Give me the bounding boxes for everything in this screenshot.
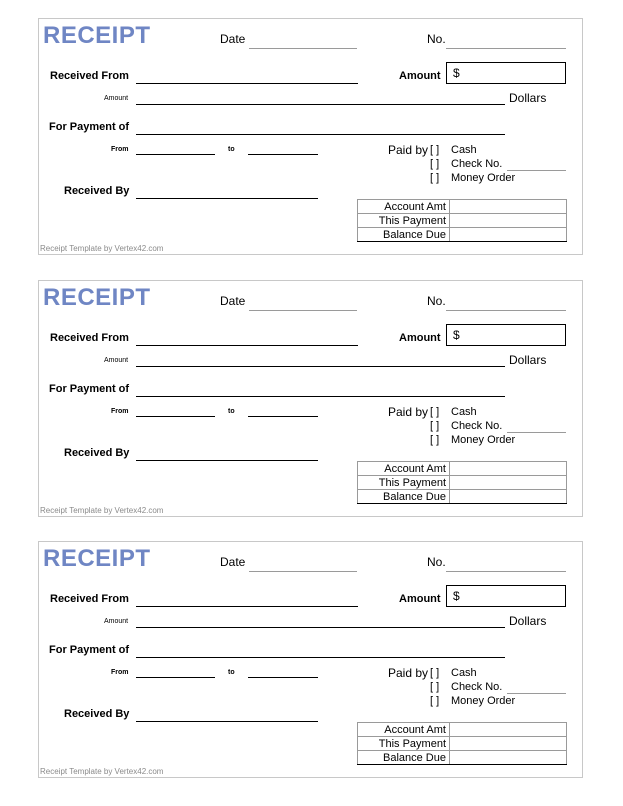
footer-credit: Receipt Template by Vertex42.com — [40, 767, 164, 776]
amount-label: Amount — [399, 332, 441, 344]
paid-by-label: Paid by — [388, 405, 429, 419]
amount-label: Amount — [399, 70, 441, 82]
received-by-label: Received By — [64, 185, 130, 197]
this-payment-label: This Payment — [358, 214, 450, 228]
date-field[interactable] — [249, 48, 357, 49]
balance-due-cell[interactable] — [450, 490, 567, 504]
amount-words-field[interactable] — [136, 104, 505, 105]
balance-table — [357, 461, 567, 504]
balance-table — [357, 722, 567, 765]
amount-box[interactable] — [446, 585, 566, 607]
check-checkbox[interactable]: [ ] — [430, 158, 440, 170]
account-amt-label: Account Amt — [358, 200, 450, 214]
this-payment-label: This Payment — [358, 737, 450, 751]
to-field[interactable] — [248, 677, 318, 678]
amount-box[interactable] — [446, 324, 566, 346]
cash-checkbox[interactable]: [ ] — [430, 144, 440, 156]
from-field[interactable] — [136, 677, 215, 678]
check-no-label: Check No. — [451, 420, 503, 432]
for-payment-field[interactable] — [136, 396, 505, 397]
paid-by-label: Paid by — [388, 666, 429, 680]
money-order-checkbox[interactable]: [ ] — [430, 434, 440, 446]
to-label: to — [228, 146, 235, 153]
check-number-field[interactable] — [507, 432, 566, 433]
this-payment-cell[interactable] — [450, 737, 567, 751]
number-field[interactable] — [446, 310, 566, 311]
amount-words-label: Amount — [104, 95, 129, 102]
for-payment-label: For Payment of — [49, 644, 130, 656]
from-field[interactable] — [136, 416, 215, 417]
received-by-field[interactable] — [136, 198, 318, 199]
money-order-label: Money Order — [451, 172, 516, 184]
this-payment-label: This Payment — [358, 476, 450, 490]
balance-due-cell[interactable] — [450, 228, 567, 242]
received-from-field[interactable] — [136, 606, 358, 607]
check-no-label: Check No. — [451, 681, 503, 693]
to-field[interactable] — [248, 154, 318, 155]
cash-checkbox[interactable]: [ ] — [430, 406, 440, 418]
table-row — [358, 490, 567, 504]
balance-due-label: Balance Due — [358, 751, 450, 765]
received-by-field[interactable] — [136, 721, 318, 722]
check-no-label: Check No. — [451, 158, 503, 170]
number-field[interactable] — [446, 571, 566, 572]
dollars-label: Dollars — [509, 353, 547, 367]
table-row — [358, 228, 567, 242]
dollars-label: Dollars — [509, 91, 547, 105]
receipt-title: RECEIPT — [43, 22, 151, 49]
dollar-sign: $ — [453, 66, 460, 80]
table-row — [358, 737, 567, 751]
received-by-label: Received By — [64, 708, 130, 720]
received-from-label: Received From — [50, 70, 129, 82]
for-payment-field[interactable] — [136, 657, 505, 658]
from-label: From — [111, 669, 129, 676]
dollar-sign: $ — [453, 589, 460, 603]
from-label: From — [111, 408, 129, 415]
received-from-field[interactable] — [136, 345, 358, 346]
amount-box[interactable] — [446, 62, 566, 84]
cash-checkbox[interactable]: [ ] — [430, 667, 440, 679]
date-field[interactable] — [249, 310, 357, 311]
receipt-form — [38, 541, 583, 778]
this-payment-cell[interactable] — [450, 476, 567, 490]
table-row — [358, 723, 567, 737]
date-label: Date — [220, 294, 246, 308]
cash-label: Cash — [451, 406, 477, 418]
received-by-field[interactable] — [136, 460, 318, 461]
table-row — [358, 476, 567, 490]
receipt-title: RECEIPT — [43, 545, 151, 572]
receipt-form — [38, 18, 583, 255]
check-checkbox[interactable]: [ ] — [430, 420, 440, 432]
receipt-title: RECEIPT — [43, 284, 151, 311]
balance-table — [357, 199, 567, 242]
account-amt-cell[interactable] — [450, 723, 567, 737]
number-label: No. — [427, 555, 446, 569]
received-from-label: Received From — [50, 332, 129, 344]
money-order-label: Money Order — [451, 695, 516, 707]
received-from-field[interactable] — [136, 83, 358, 84]
this-payment-cell[interactable] — [450, 214, 567, 228]
to-field[interactable] — [248, 416, 318, 417]
amount-words-label: Amount — [104, 357, 129, 364]
date-label: Date — [220, 555, 246, 569]
table-row — [358, 462, 567, 476]
balance-due-cell[interactable] — [450, 751, 567, 765]
receipt-form — [38, 280, 583, 517]
table-row — [358, 214, 567, 228]
date-field[interactable] — [249, 571, 357, 572]
amount-label: Amount — [399, 593, 441, 605]
number-label: No. — [427, 294, 446, 308]
check-number-field[interactable] — [507, 693, 566, 694]
balance-due-label: Balance Due — [358, 490, 450, 504]
footer-credit: Receipt Template by Vertex42.com — [40, 244, 164, 253]
paid-by-label: Paid by — [388, 143, 429, 157]
dollar-sign: $ — [453, 328, 460, 342]
dollars-label: Dollars — [509, 614, 547, 628]
number-field[interactable] — [446, 48, 566, 49]
balance-due-label: Balance Due — [358, 228, 450, 242]
account-amt-cell[interactable] — [450, 462, 567, 476]
from-field[interactable] — [136, 154, 215, 155]
amount-words-label: Amount — [104, 618, 129, 625]
check-checkbox[interactable]: [ ] — [430, 681, 440, 693]
for-payment-label: For Payment of — [49, 383, 130, 395]
account-amt-label: Account Amt — [358, 723, 450, 737]
cash-label: Cash — [451, 144, 477, 156]
account-amt-cell[interactable] — [450, 200, 567, 214]
money-order-label: Money Order — [451, 434, 516, 446]
received-by-label: Received By — [64, 447, 130, 459]
money-order-checkbox[interactable]: [ ] — [430, 695, 440, 707]
table-row — [358, 200, 567, 214]
table-row — [358, 751, 567, 765]
number-label: No. — [427, 32, 446, 46]
date-label: Date — [220, 32, 246, 46]
footer-credit: Receipt Template by Vertex42.com — [40, 506, 164, 515]
to-label: to — [228, 669, 235, 676]
received-from-label: Received From — [50, 593, 129, 605]
amount-words-field[interactable] — [136, 366, 505, 367]
for-payment-label: For Payment of — [49, 121, 130, 133]
check-number-field[interactable] — [507, 170, 566, 171]
account-amt-label: Account Amt — [358, 462, 450, 476]
cash-label: Cash — [451, 667, 477, 679]
from-label: From — [111, 146, 129, 153]
money-order-checkbox[interactable]: [ ] — [430, 172, 440, 184]
amount-words-field[interactable] — [136, 627, 505, 628]
for-payment-field[interactable] — [136, 134, 505, 135]
to-label: to — [228, 408, 235, 415]
